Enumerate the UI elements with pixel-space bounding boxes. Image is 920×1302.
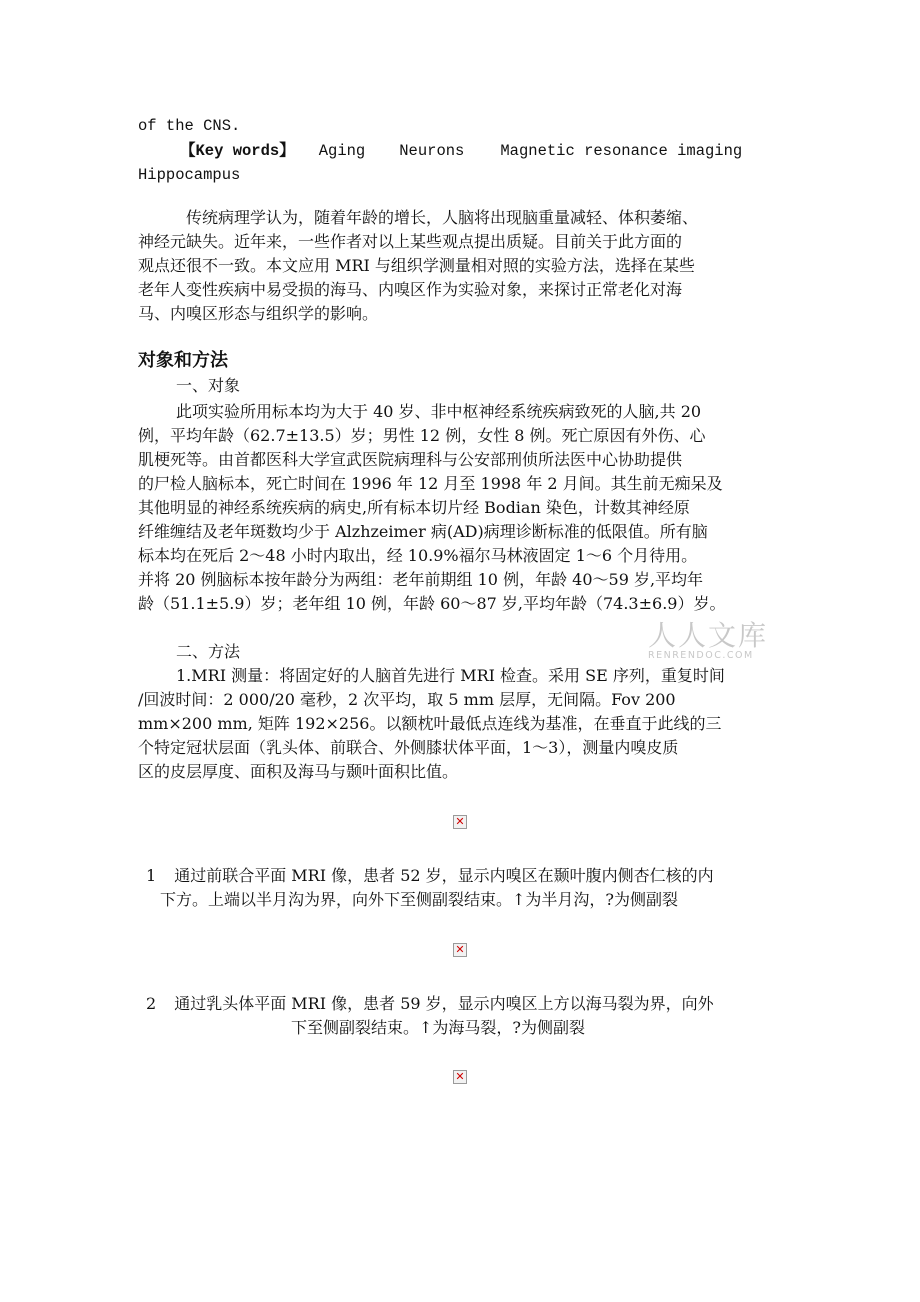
figure-caption — [146, 992, 714, 1016]
keywords-line — [180, 139, 742, 163]
figure-number: 2 — [146, 994, 157, 1013]
keyword: Neurons — [399, 142, 465, 160]
paragraph-line: 的尸检人脑标本，死亡时间在 1996 年 12 月至 1998 年 2 月间。其生前无痴呆及 — [138, 474, 723, 493]
broken-image-icon: ✕ — [453, 815, 467, 829]
paragraph-line: 标本均在死后 2～48 小时内取出，经 10.9%福尔马林液固定 1～6 个月待用。 — [138, 546, 698, 565]
watermark-url: RENRENDOC.COM — [648, 650, 754, 661]
paragraph-line: 例，平均年龄（62.7±13.5）岁；男性 12 例，女性 8 例。死亡原因有外伤、心 — [138, 426, 706, 445]
paragraph-line: 此项实验所用标本均为大于 40 岁、非中枢神经系统疾病致死的人脑,共 20 — [176, 402, 702, 421]
broken-image-icon: ✕ — [453, 943, 467, 957]
paragraph-line: 个特定冠状层面（乳头体、前联合、外侧膝状体平面，1～3），测量内嗅皮质 — [138, 738, 679, 757]
caption-line: 下至侧副裂结束。↑为海马裂，?为侧副裂 — [291, 1018, 585, 1037]
caption-line: 下方。上端以半月沟为界，向外下至侧副裂结束。↑为半月沟，?为侧副裂 — [160, 890, 678, 909]
paragraph-line: /回波时间：2 000/20 毫秒，2 次平均，取 5 mm 层厚，无间隔。Fov 200 — [138, 690, 676, 709]
paragraph-line: 纤维缠结及老年斑数均少于 Alzhzeimer 病(AD)病理诊断标准的低限值。所有脑 — [138, 522, 708, 541]
paragraph-line: 其他明显的神经系统疾病的病史,所有标本切片经 Bodian 染色，计数其神经原 — [138, 498, 690, 517]
caption-line: 通过前联合平面 MRI 像，患者 52 岁，显示内嗅区在颞叶腹内侧杏仁核的内 — [174, 866, 714, 885]
abstract-tail: of the CNS. — [138, 117, 241, 135]
intro-line: 老年人变性疾病中易受损的海马、内嗅区作为实验对象，来探讨正常老化对海 — [138, 280, 683, 299]
caption-line: 通过乳头体平面 MRI 像，患者 59 岁，显示内嗅区上方以海马裂为界，向外 — [174, 994, 714, 1013]
intro-line: 观点还很不一致。本文应用 MRI 与组织学测量相对照的实验方法，选择在某些 — [138, 256, 695, 275]
watermark — [648, 620, 768, 662]
watermark-logo: 人人文库 — [648, 619, 769, 652]
intro-line: 马、内嗅区形态与组织学的影响。 — [138, 304, 379, 323]
keywords-label: 【Key words】 — [180, 142, 295, 160]
subsection-heading: 一、对象 — [176, 376, 241, 395]
broken-image-icon: ✕ — [453, 1070, 467, 1084]
paragraph-line: mm×200 mm, 矩阵 192×256。以额枕叶最低点连线为基准，在垂直于此线的三 — [138, 714, 722, 733]
figure-number: 1 — [146, 866, 157, 885]
intro-line: 神经元缺失。近年来，一些作者对以上某些观点提出质疑。目前关于此方面的 — [138, 232, 683, 251]
intro-line: 传统病理学认为，随着年龄的增长，人脑将出现脑重量减轻、体积萎缩、 — [186, 208, 699, 227]
paragraph-line: 1.MRI 测量：将固定好的人脑首先进行 MRI 检查。采用 SE 序列，重复时间 — [176, 666, 725, 685]
paragraph-line: 区的皮层厚度、面积及海马与颞叶面积比值。 — [138, 762, 459, 781]
subsection-heading: 二、方法 — [176, 642, 241, 661]
section-heading: 对象和方法 — [138, 350, 228, 371]
keyword: Magnetic resonance imaging — [500, 142, 743, 160]
paragraph-line: 并将 20 例脑标本按年龄分为两组：老年前期组 10 例，年龄 40～59 岁,平均年 — [138, 570, 704, 589]
keyword: Aging — [318, 142, 366, 160]
paragraph-line: 龄（51.1±5.9）岁；老年组 10 例，年龄 60～87 岁,平均年龄（74.3±6.9）岁。 — [138, 594, 726, 613]
figure-caption — [146, 864, 714, 888]
paragraph-line: 肌梗死等。由首都医科大学宣武医院病理科与公安部刑侦所法医中心协助提供 — [138, 450, 683, 469]
keyword: Hippocampus — [138, 166, 241, 184]
